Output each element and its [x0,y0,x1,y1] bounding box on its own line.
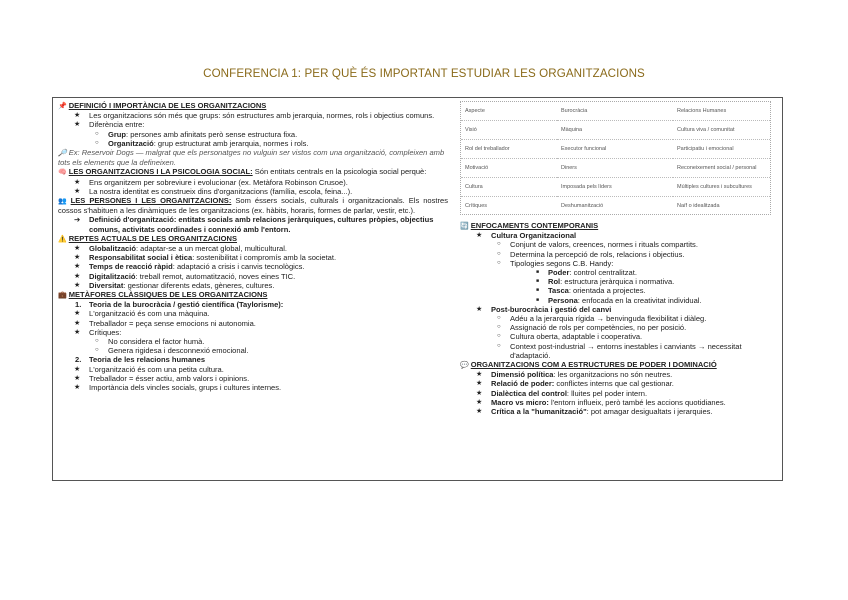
list-item: ○ Assignació de rols per competències, no per posició. [460,323,780,332]
list-item: ○ Grup: persones amb afinitats però sense estructura fixa. [58,130,448,139]
list-item: ★ L'organització és com una màquina. [58,309,448,318]
people-heading: LES PERSONES I LES ORGANITZACIONS: [70,196,232,206]
list-item: ★ Digitalització: treball remot, automatització, noves eines TIC. [58,272,448,281]
list-item: ★ Crítiques: [58,328,448,337]
list-item: ■ Rol: estructura jeràrquica i normativa. [460,277,780,286]
list-item: ★ Dialèctica del control: lluites pel poder intern. [460,389,780,398]
list-item: ○ No considera el factor humà. [58,337,448,346]
left-column [58,101,448,392]
psychology-section: 🧠 LES ORGANITZACIONS I LA PSICOLOGIA SOCIAL: Són entitats centrals en la psicologia social perquè: ★ Ens organitzem per sobreviure i evolucionar (ex. Metàfora Robinson Crusoe). ★ La nostra identitat es construeix dins d'organitzacions (família, escola, feina...). [58,167,448,196]
list-item: ★ La nostra identitat es construeix dins d'organitzacions (família, escola, feina...). [58,187,448,196]
challenges-section [58,234,448,290]
list-item: ★ Diversitat: gestionar diferents edats, gèneres, cultures. [58,281,448,290]
power-section [460,360,780,416]
list-item: ★ Diferència entre: [58,120,448,129]
list-item: ★ Post-burocràcia i gestió del canvi [460,305,780,314]
list-item: ○ Cultura oberta, adaptable i cooperativa. [460,332,780,341]
table-row: Cultura Imposada pels líders Múltiples cultures i subcultures [461,178,770,197]
right-column [460,221,780,416]
list-item: ★ Globalització: adaptar-se a un mercat global, multicultural. [58,244,448,253]
pushpin-icon: 📌 [58,103,67,110]
list-item: ■ Poder: control centralitzat. [460,268,780,277]
list-item: ■ Tasca: orientada a projectes. [460,286,780,295]
metaphors-section [58,290,448,392]
list-item: ★ Ens organitzem per sobreviure i evolucionar (ex. Metàfora Robinson Crusoe). [58,178,448,187]
metaphors-heading: METÀFORES CLÀSSIQUES DE LES ORGANITZACIONS [68,290,268,300]
list-item: ○ Conjunt de valors, creences, normes i rituals compartits. [460,240,780,249]
brain-icon: 🧠 [58,169,67,177]
definition-section [58,101,448,167]
definition-heading: DEFINICIÓ I IMPORTÀNCIA DE LES ORGANITZACIONS [68,101,267,110]
magnifier-icon: 🔎 [58,150,67,158]
refresh-icon: 🔄 [460,223,469,230]
list-item: ★ Les organitzacions són més que grups: són estructures amb jerarquia, normes, rols i objectius comuns. [58,111,448,120]
table-row: Crítiques Deshumanització Naïf o idealitzada [465,203,720,209]
table-row: Aspecte Burocràcia Relacions Humanes [461,102,770,121]
table-row: Visió Màquina Cultura viva / comunitat [461,121,770,140]
list-item: ★ Crítica a la "humanització": pot amagar desigualtats i jerarquies. [460,407,780,416]
list-item: ■ Persona: enfocada en la creativitat individual. [460,296,780,305]
list-item: ★ Responsabilitat social i ètica: sostenibilitat i compromís amb la societat. [58,253,448,262]
list-item: ★ Temps de reacció ràpid: adaptació a crisis i canvis tecnològics. [58,262,448,271]
people-section: 👥 LES PERSONES I LES ORGANITZACIONS: Som éssers socials, culturals i organitzacionals. Els nostres cossos s'habituen a les dinàmiques de les organitzacions (ex. hàbits, horaris, formes de parlar, vestir, etc.). ➔ Definició d'organització: entitats socials amb relacions jeràrquiques, cultures pròpies, objectius comuns, activitats coordinades i connexió amb l'entorn. [58,196,448,234]
list-item: ★ Dimensió política: les organitzacions no són neutres. [460,370,780,379]
list-item: ★ L'organització és com una petita cultura. [58,365,448,374]
theory-heading: 1. Teoria de la burocràcia / gestió científica (Taylorisme): [75,300,284,310]
people-icon: 👥 [58,198,69,206]
list-item: ★ Treballador = peça sense emocions ni autonomia. [58,319,448,328]
list-item: ★ Importància dels vincles socials, grups i cultures internes. [58,383,448,392]
theory-heading: 2. Teoria de les relacions humanes [75,355,206,365]
list-item: ○ Determina la percepció de rols, relacions i objectius. [460,250,780,259]
list-item: ★ Treballador = ésser actiu, amb valors i opinions. [58,374,448,383]
table-row: Rol del treballador Executor funcional Participatiu i emocional [461,140,770,159]
list-item: ★ Macro vs micro: l'entorn influeix, però també les accions quotidianes. [460,398,780,407]
approaches-section [460,221,780,360]
speech-bubble-icon: 💬 [460,362,469,370]
list-item: ★ Cultura Organitzacional [460,231,780,240]
table-row: Motivació Diners Reconeixement social / personal [461,159,770,178]
comparison-table [460,101,771,215]
list-item: ○ Adéu a la jerarquia rígida → benvinguda flexibilitat i diàleg. [460,314,780,323]
power-heading: ORGANITZACIONS COM A ESTRUCTURES DE PODER I DOMINACIÓ [470,360,717,370]
page-title: CONFERENCIA 1: PER QUÈ ÉS IMPORTANT ESTUDIAR LES ORGANITZACIONS [203,67,645,80]
list-item: ○ Context post-industrial → entorns inestables i canviants → necessitat d'adaptació. [460,342,780,360]
organization-definition: ➔ Definició d'organització: entitats socials amb relacions jeràrquiques, cultures pròpies, objectius comuns, activitats coordinades i connexió amb l'entorn. [58,215,448,233]
warning-icon: ⚠️ [58,235,67,243]
challenges-heading: REPTES ACTUALS DE LES ORGANITZACIONS [68,233,237,243]
psychology-heading: LES ORGANITZACIONS I LA PSICOLOGIA SOCIAL: [68,167,253,177]
briefcase-icon: 💼 [58,292,67,300]
approaches-heading: ENFOCAMENTS CONTEMPORANIS [470,221,599,230]
list-item: ★ Relació de poder: conflictes interns que cal gestionar. [460,379,780,388]
list-item: ○ Tipologies segons C.B. Handy: [460,259,780,268]
list-item: ○ Organització: grup estructurat amb jerarquia, normes i rols. [58,139,448,148]
list-item: ○ Genera rigidesa i desconnexió emocional. [58,346,448,355]
example-note: 🔎 Ex: Reservoir Dogs — malgrat que els personatges no vulguin ser vistos com una organització, compleixen amb tots els elements que la defineixen. [58,148,445,168]
